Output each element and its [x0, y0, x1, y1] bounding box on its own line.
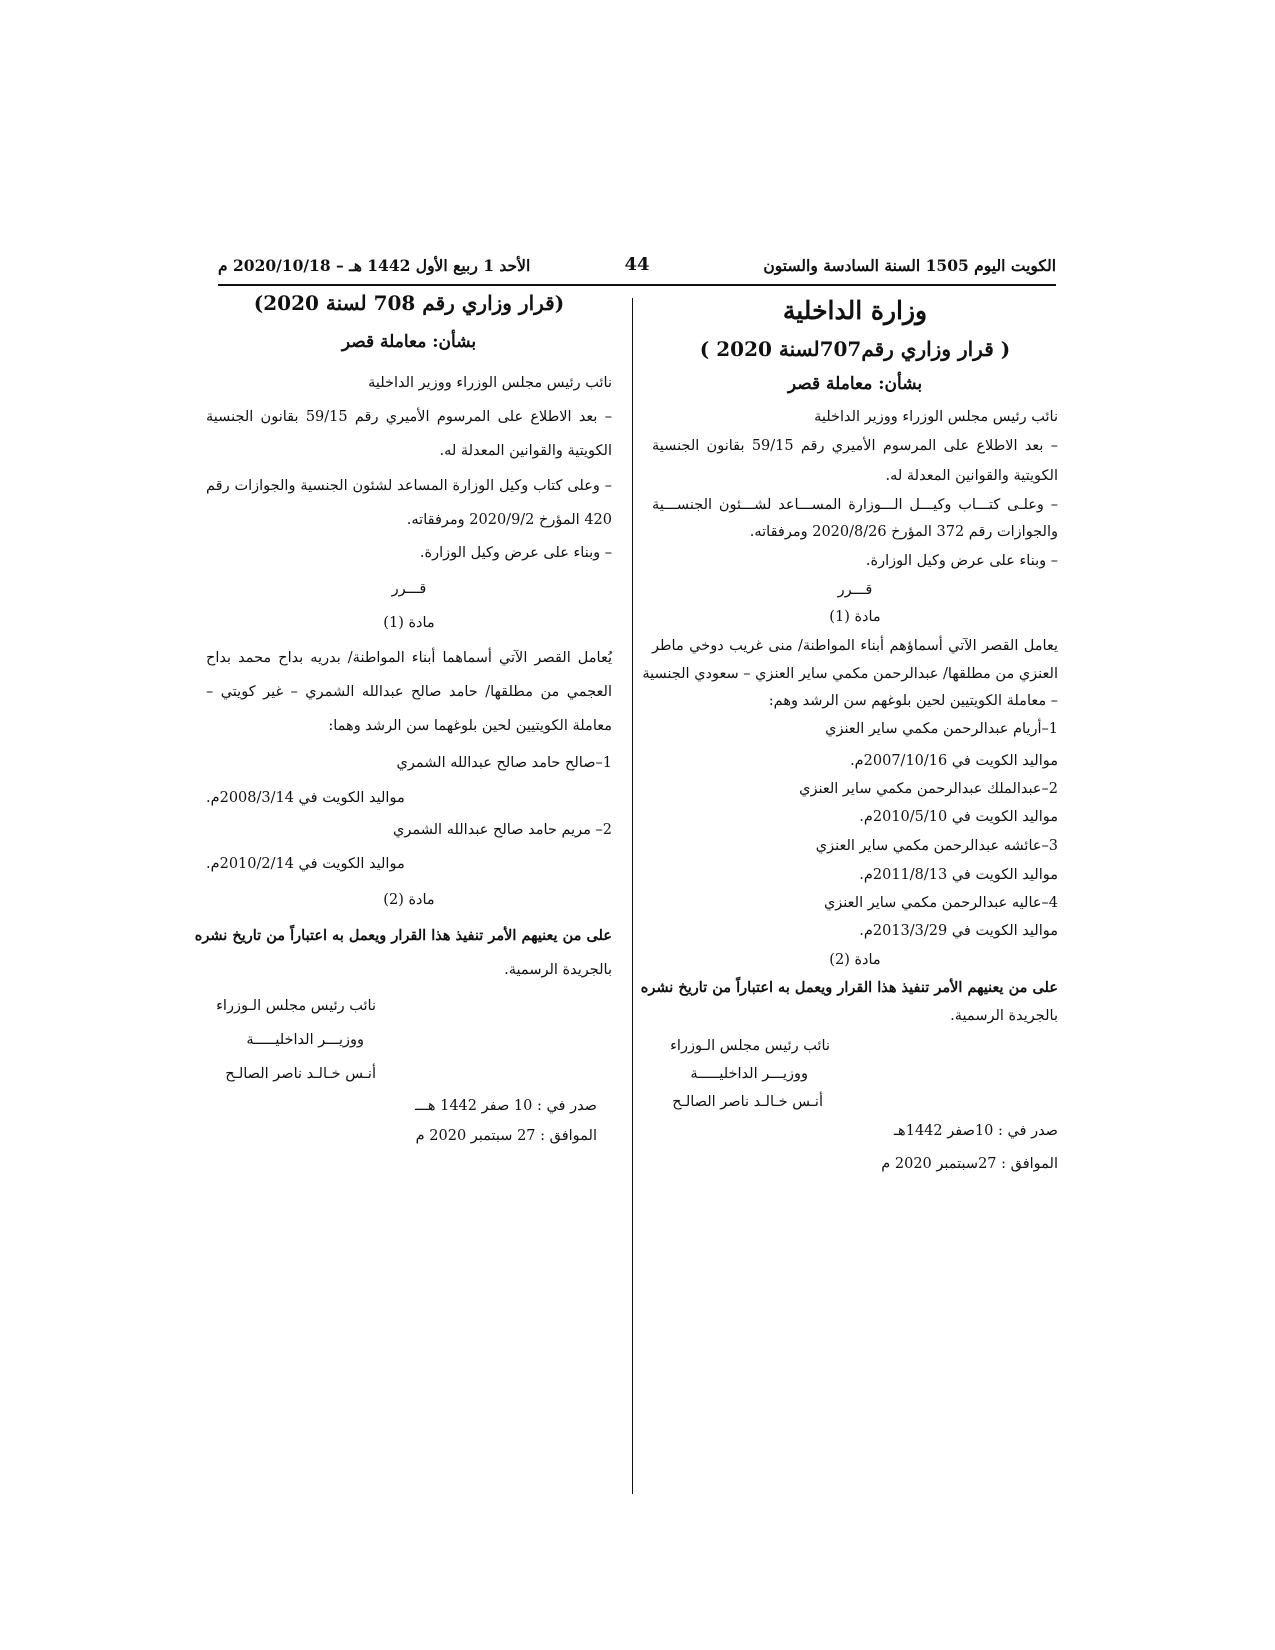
decision-subject: بشأن: معاملة قصر: [787, 374, 923, 394]
decision-title: ( قرار وزاري رقم707لسنة 2020 ): [699, 337, 1011, 361]
preamble-line: 420 المؤرخ 2020/9/2 ومرفقاته.: [406, 512, 612, 528]
child-name: 2– مريم حامد صالح عبدالله الشمري: [392, 822, 612, 838]
preamble-line: – وعلـى كتـــاب وكيـــل الـــوزارة المســـاعد لشـــئون الجنســـية: [652, 497, 1058, 513]
signature-title: ووزيـــر الداخليـــــة: [690, 1066, 808, 1082]
birth-line: مواليد الكويت في 2011/8/13م.: [859, 867, 1058, 883]
gregorian-date: الموافق : 27سبتمبر 2020 م: [881, 1156, 1058, 1172]
signature-title: ووزيـــر الداخليـــــة: [246, 1032, 364, 1048]
header-date: الأحد 1 ربيع الأول 1442 هـ – 2020/10/18 م: [218, 256, 531, 275]
issuer: نائب رئيس مجلس الوزراء ووزير الداخلية: [814, 409, 1058, 425]
decided-heading: قـــرر: [391, 581, 427, 597]
ministry-title: وزارة الداخلية: [782, 296, 928, 325]
signature-title: نائب رئيس مجلس الـوزراء: [670, 1038, 830, 1054]
preamble-line: – وبناء على عرض وكيل الوزارة.: [865, 553, 1058, 569]
article-body-line: العجمي من مطلقها/ حامد صالح عبدالله الشمري – غير كويتي –: [206, 684, 612, 700]
header-divider: [218, 284, 1056, 286]
article-body-line: يعامل القصر الآتي أسماؤهم أبناء المواطنة/ منى غريب دوخي ماطر: [652, 638, 1058, 654]
article-body-line: معاملة الكويتيين لحين بلوغهما سن الرشد وهما:: [328, 718, 612, 734]
page-number: 44: [624, 254, 650, 275]
preamble-line: والجوازات رقم 372 المؤرخ 2020/8/26 ومرفقاته.: [749, 524, 1058, 540]
article-heading: مادة (1): [383, 615, 435, 631]
birth-line: مواليد الكويت في 2010/2/14م.: [206, 856, 405, 872]
child-name: 4–عاليه عبدالرحمن مكمي ساير العنزي: [823, 895, 1058, 911]
article-body-line: على من يعنيهم الأمر تنفيذ هذا القرار ويعمل به اعتباراً من تاريخ نشره: [194, 927, 612, 944]
decision-subject: بشأن: معاملة قصر: [341, 332, 477, 352]
header-issue: الكويت اليوم 1505 السنة السادسة والستون: [763, 256, 1056, 275]
preamble-line: – بعد الاطلاع على المرسوم الأميري رقم 59/15 بقانون الجنسية: [652, 438, 1058, 454]
article-body-line: العنزي من مطلقها/ عبدالرحمن مكمي ساير العنزي – سعودي الجنسية: [642, 666, 1058, 682]
column-divider: [632, 298, 633, 1494]
decision-title: (قرار وزاري رقم 708 لسنة 2020): [253, 291, 565, 315]
child-name: 3–عائشه عبدالرحمن مكمي ساير العنزي: [815, 838, 1058, 854]
signatory-name: أنـس خـالـد ناصر الصالـح: [225, 1066, 376, 1082]
article-body-line: على من يعنيهم الأمر تنفيذ هذا القرار ويعمل به اعتباراً من تاريخ نشره: [640, 979, 1058, 996]
issue-date: صدر في : 10 صفر 1442 هـــ: [415, 1098, 597, 1114]
child-name: 1–أريام عبدالرحمن مكمي ساير العنزي: [825, 721, 1058, 737]
article-body-line: يُعامل القصر الآتي أسماهما أبناء المواطنة/ بدريه بداح محمد بداح: [206, 650, 612, 666]
signatory-name: أنـس خـالـد ناصر الصالـح: [672, 1094, 823, 1110]
article-heading: مادة (1): [829, 609, 881, 625]
article-body-line: بالجريدة الرسمية.: [950, 1008, 1058, 1024]
preamble-line: – وعلى كتاب وكيل الوزارة المساعد لشئون الجنسية والجوازات رقم: [206, 478, 612, 494]
article-heading: مادة (2): [829, 952, 881, 968]
child-name: 1–صالح حامد صالح عبدالله الشمري: [396, 755, 612, 771]
issue-date: صدر في : 10صفر 1442هـ: [893, 1123, 1058, 1139]
article-heading: مادة (2): [383, 892, 435, 908]
birth-line: مواليد الكويت في 2010/5/10م.: [859, 809, 1058, 825]
issuer: نائب رئيس مجلس الوزراء ووزير الداخلية: [368, 375, 612, 391]
preamble-line: – بعد الاطلاع على المرسوم الأميري رقم 59/15 بقانون الجنسية: [206, 409, 612, 425]
preamble-line: – وبناء على عرض وكيل الوزارة.: [419, 545, 612, 561]
preamble-line: الكويتية والقوانين المعدلة له.: [885, 468, 1058, 484]
preamble-line: الكويتية والقوانين المعدلة له.: [439, 443, 612, 459]
birth-line: مواليد الكويت في 2013/3/29م.: [859, 923, 1058, 939]
article-body-line: – معاملة الكويتيين لحين بلوغهم سن الرشد وهم:: [768, 693, 1058, 709]
birth-line: مواليد الكويت في 2007/10/16م.: [850, 753, 1058, 769]
decided-heading: قـــرر: [837, 582, 873, 598]
page-header: [218, 256, 1056, 282]
child-name: 2–عبدالملك عبدالرحمن مكمي ساير العنزي: [799, 781, 1058, 797]
signature-title: نائب رئيس مجلس الـوزراء: [216, 998, 376, 1014]
article-body-line: بالجريدة الرسمية.: [504, 962, 612, 978]
gregorian-date: الموافق : 27 سبتمبر 2020 م: [415, 1128, 597, 1144]
birth-line: مواليد الكويت في 2008/3/14م.: [206, 790, 405, 806]
